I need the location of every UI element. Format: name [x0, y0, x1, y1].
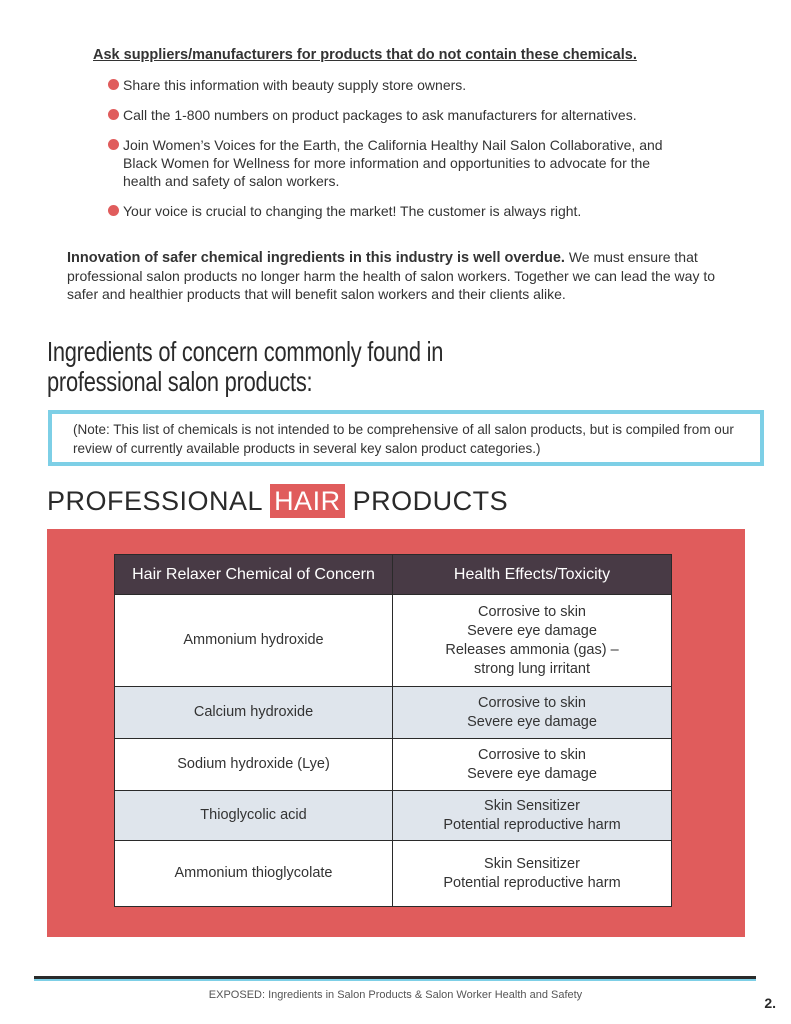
effects-cell	[393, 791, 672, 841]
list-item	[106, 106, 686, 124]
effect-line: Skin Sensitizer	[484, 797, 580, 814]
table-header-row	[115, 555, 672, 595]
bullet-text: Your voice is crucial to changing the market! The customer is always right.	[123, 203, 582, 219]
section-title-line: professional salon products:	[47, 366, 313, 397]
column-header-chemical: Hair Relaxer Chemical of Concern	[115, 555, 393, 595]
effect-line: Severe eye damage	[467, 765, 597, 782]
effects-cell	[393, 687, 672, 739]
bullet-text: Join Women’s Voices for the Earth, the California Healthy Nail Salon Collaborative, and Black Women for Wellness for more information and opportunities to advocate for the health and safety of salon workers.	[123, 137, 663, 189]
list-item	[106, 76, 686, 94]
effect-line: Severe eye damage	[467, 622, 597, 639]
footer-text: EXPOSED: Ingredients in Salon Products & Salon Worker Health and Safety	[208, 989, 583, 1001]
bullet-dot-icon	[108, 79, 119, 90]
table-row	[115, 791, 672, 841]
intro-lead: Innovation of safer chemical ingredients in this industry is well overdue.	[67, 250, 565, 266]
effects-cell	[393, 739, 672, 791]
effect-line: Potential reproductive harm	[443, 874, 621, 891]
chemical-cell: Thioglycolic acid	[115, 791, 393, 841]
heading-highlight: HAIR	[270, 484, 345, 518]
effects-cell	[393, 841, 672, 907]
intro-paragraph	[67, 248, 737, 303]
intro-body: We must ensure that professional salon products no longer harm the health of salon workers. Together we can lead the way to safer and healthier products that will benefit salon workers and their clients alike.	[67, 249, 716, 302]
heading-suffix: PRODUCTS	[344, 486, 509, 516]
effect-line: Releases ammonia (gas) –	[445, 641, 619, 658]
footer-divider-accent	[34, 979, 756, 981]
chemicals-table	[114, 554, 672, 907]
suppliers-heading: Ask suppliers/manufacturers for products that do not contain these chemicals.	[93, 47, 637, 63]
effect-line: Potential reproductive harm	[443, 816, 621, 833]
effect-line: Corrosive to skin	[478, 694, 586, 711]
effect-line: Severe eye damage	[467, 713, 597, 730]
effect-line: Corrosive to skin	[478, 603, 586, 620]
page-number: 2.	[764, 995, 776, 1011]
section-title	[47, 336, 444, 397]
list-item	[106, 136, 663, 190]
table-row	[115, 841, 672, 907]
bullet-dot-icon	[108, 139, 119, 150]
chemical-cell: Sodium hydroxide (Lye)	[115, 739, 393, 791]
bullet-dot-icon	[108, 109, 119, 120]
effect-line: strong lung irritant	[473, 660, 591, 677]
chemical-cell: Ammonium hydroxide	[115, 595, 393, 687]
effects-cell	[393, 595, 672, 687]
section-title-line: Ingredients of concern commonly found in	[47, 336, 444, 367]
effect-line: Skin Sensitizer	[484, 855, 580, 872]
action-list	[106, 76, 686, 232]
bullet-text: Share this information with beauty supply store owners.	[123, 77, 467, 93]
heading-prefix: PROFESSIONAL	[47, 486, 271, 516]
column-header-effects: Health Effects/Toxicity	[393, 555, 672, 595]
chemical-cell: Ammonium thioglycolate	[115, 841, 393, 907]
table-row	[115, 739, 672, 791]
chemical-cell: Calcium hydroxide	[115, 687, 393, 739]
hair-products-heading	[47, 484, 508, 518]
bullet-text: Call the 1-800 numbers on product packages to ask manufacturers for alternatives.	[123, 107, 637, 123]
list-item	[106, 202, 686, 220]
note-box: (Note: This list of chemicals is not intended to be comprehensive of all salon products, but is compiled from our review of currently available products in several key salon product categories.)	[48, 410, 764, 466]
table-row	[115, 687, 672, 739]
table-row	[115, 595, 672, 687]
bullet-dot-icon	[108, 205, 119, 216]
effect-line: Corrosive to skin	[478, 746, 586, 763]
